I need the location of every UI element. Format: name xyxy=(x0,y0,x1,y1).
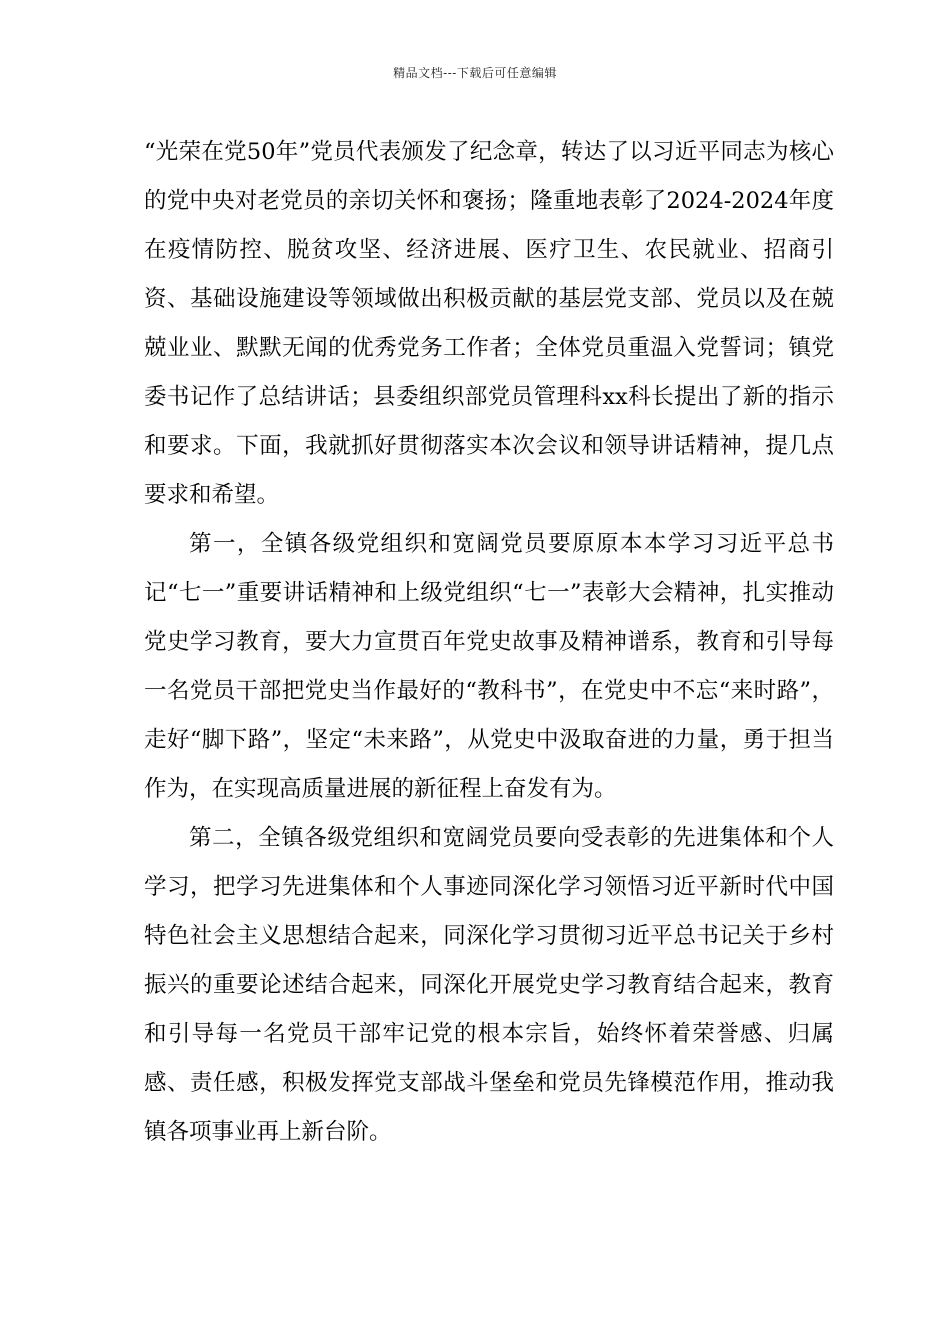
paragraph-first-point: 第一，全镇各级党组织和宽阔党员要原原本本学习习近平总书记“七一”重要讲话精神和上级党组织“七一”表彰大会精神，扎实推动党史学习教育，要大力宣贯百年党史故事及精神谱系，教育和引导每一名党员干部把党史当作最好的“教科书”，在党史中不忘“来时路”，走好“脚下路”，坚定“未来路”，从党史中汲取奋进的力量，勇于担当作为，在实现高质量进展的新征程上奋发有为。 xyxy=(144,531,834,802)
paragraph-second-point: 第二，全镇各级党组织和宽阔党员要向受表彰的先进集体和个人学习，把学习先进集体和个人事迹同深化学习领悟习近平新时代中国特色社会主义思想结合起来，同深化学习贯彻习近平总书记关于乡村振兴的重要论述结合起来，同深化开展党史学习教育结合起来，教育和引导每一名党员干部牢记党的根本宗旨，始终怀着荣誉感、归属感、责任感，积极发挥党支部战斗堡垒和党员先锋模范作用，推动我镇各项事业再上新台阶。 xyxy=(144,825,834,1145)
paragraph-intro: “光荣在党50年”党员代表颁发了纪念章，转达了以习近平同志为核心的党中央对老党员的亲切关怀和褒扬；隆重地表彰了2024-2024年度在疫情防控、脱贫攻坚、经济进展、医疗卫生、农民就业、招商引资、基础设施建设等领域做出积极贡献的基层党支部、党员以及在兢兢业业、默默无闻的优秀党务工作者；全体党员重温入党誓词；镇党委书记作了总结讲话；县委组织部党员管理科xx科长提出了新的指示和要求。下面，我就抓好贯彻落实本次会议和领导讲话精神，提几点要求和希望。 xyxy=(144,139,834,508)
page-header: 精品文档---下载后可任意编辑 xyxy=(393,66,557,80)
document-body xyxy=(144,128,834,1157)
